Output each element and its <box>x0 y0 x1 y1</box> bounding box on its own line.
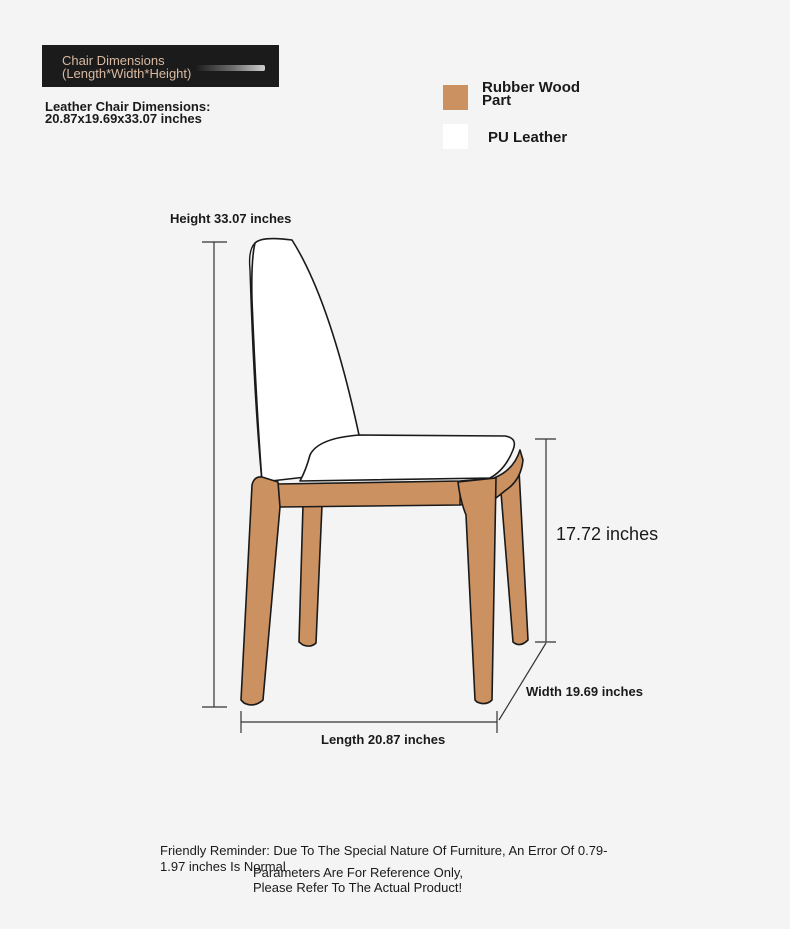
dimensions-line1: Leather Chair Dimensions: <box>45 99 211 114</box>
friendly-reminder: Friendly Reminder: Due To The Special Nature Of Furniture, An Error Of 0.79-1.97 inches Is Normal <box>160 843 608 874</box>
legend-label-pu-leather: PU Leather <box>488 129 568 146</box>
seat-cushion-leather <box>300 435 514 481</box>
badge-title-line1: Chair Dimensions <box>62 53 165 68</box>
badge-title-line2: (Length*Width*Height) <box>62 66 192 81</box>
reference-line1: Parameters Are For Reference Only, <box>253 865 464 880</box>
back-right-leg <box>500 470 528 645</box>
width-dimension-line <box>499 643 546 720</box>
back-left-leg <box>299 505 322 646</box>
width-label: Width 19.69 inches <box>526 684 643 699</box>
length-label: Length 20.87 inches <box>321 732 446 747</box>
reference-note <box>253 865 513 895</box>
reference-line2: Please Refer To The Actual Product! <box>253 880 463 895</box>
legend-label-rubber-wood: Rubber Wood Part <box>482 79 581 109</box>
height-label: Height 33.07 inches <box>170 211 292 226</box>
dimensions-line2: 20.87x19.69x33.07 inches <box>45 111 202 126</box>
seat-height-label: 17.72 inches <box>556 524 659 544</box>
front-right-leg <box>458 478 496 704</box>
front-left-leg <box>241 477 280 705</box>
